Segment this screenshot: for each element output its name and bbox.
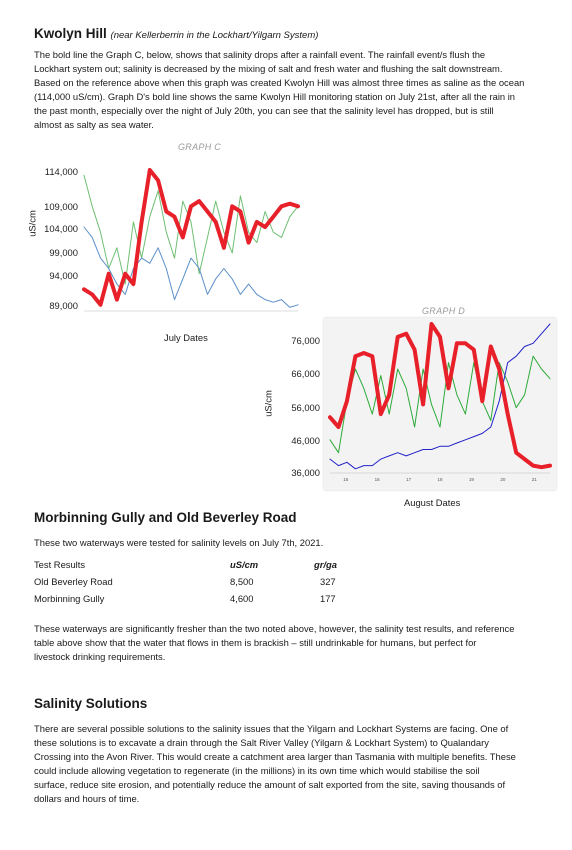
table-cell: 327 (320, 576, 336, 587)
y-tick-label: 46,000 (291, 435, 320, 446)
y-tick-label: 36,000 (291, 467, 320, 478)
graph-c-svg (82, 162, 302, 322)
x-tick-label: 20 (500, 477, 506, 482)
paragraph-line: Crossing into the Avon River. This would create a catchment area larger than Tasmania with multiple benefits. These (34, 751, 516, 762)
series-line (330, 356, 550, 453)
paragraph-line: (114,000 uS/cm). Graph D's bold line shows the same Kwolyn Hill monitoring station on July 21st, after all the rain in (34, 91, 516, 102)
paragraph-line: surface, reduce site erosion, and potentially reduce the amount of salt exported from the site, saving thousands of (34, 779, 506, 790)
table-header-row (34, 556, 374, 573)
graph-c-plot (82, 162, 302, 322)
paragraph-line: table above show that the water that flows in them is brackish – still undrinkable for humans, but perfect for (34, 637, 477, 648)
table-cell: Old Beverley Road (34, 576, 113, 587)
table-row (34, 573, 374, 590)
x-tick-label: 19 (468, 477, 474, 482)
graph-d-y-ticks (268, 335, 320, 485)
paragraph-line: could include allowing vegetation to regenerate (in the millions) in its own time which would stabilise the soil (34, 765, 480, 776)
y-tick-label: 89,000 (49, 300, 78, 311)
y-tick-label: 104,000 (44, 223, 78, 234)
series-line (84, 175, 298, 284)
y-tick-label: 66,000 (291, 368, 320, 379)
table-cell: Morbinning Gully (34, 593, 105, 604)
paragraph-line: dollars and hours of time. (34, 793, 140, 804)
graph-d-svg (324, 318, 556, 490)
y-tick-label: 56,000 (291, 402, 320, 413)
paragraph-line: these solutions is to excavate a drain through the Salt River Valley (Yilgarn & Lockhart System) to Qualandary (34, 737, 489, 748)
x-tick-label: 17 (406, 477, 412, 482)
graph-d-title: GRAPH D (422, 306, 466, 316)
test-results-table (34, 556, 374, 607)
table-row (34, 590, 374, 607)
salinity-solutions-heading: Salinity Solutions (34, 696, 148, 711)
y-tick-label: 76,000 (291, 335, 320, 346)
kwolyn-hill-heading (34, 26, 318, 41)
bold-series-line (330, 324, 550, 467)
table-header-cell: gr/ga (314, 559, 337, 570)
table-cell: 8,500 (230, 576, 254, 587)
graph-c-xlabel: July Dates (164, 332, 208, 343)
y-tick-label: 99,000 (49, 247, 78, 258)
bold-series-line (84, 170, 298, 305)
graph-c-title: GRAPH C (178, 142, 222, 152)
x-tick-label: 21 (531, 477, 537, 482)
paragraph-line: the past month, especially over the night of July 20th, you can see that the salinity level has dropped, but is still (34, 105, 494, 116)
morbinning-heading: Morbinning Gully and Old Beverley Road (34, 510, 297, 525)
y-tick-label: 114,000 (44, 166, 78, 177)
paragraph-line: almost as salty as sea water. (34, 119, 154, 130)
paragraph-line: The bold line the Graph C, below, shows that salinity drops after a rainfall event. The rainfall event/s flush the (34, 49, 486, 60)
x-tick-label: 18 (437, 477, 443, 482)
table-header-cell: uS/cm (230, 559, 259, 570)
paragraph-line: There are several possible solutions to the salinity issues that the Yilgarn and Lockhart Systems are facing. One of (34, 723, 509, 734)
graph-c-ylabel: uS/cm (26, 210, 38, 237)
morbinning-paragraph (34, 622, 544, 664)
paragraph-line: These waterways are significantly fresher than the two noted above, however, the salinity test results, and reference (34, 623, 515, 634)
morbinning-intro: These two waterways were tested for salinity levels on July 7th, 2021. (34, 537, 324, 548)
salinity-solutions-paragraph (34, 722, 544, 806)
paragraph-line: Based on the reference above when this graph was created Kwolyn Hill was almost three times as saline as the ocean (34, 77, 525, 88)
graph-d-plot (324, 318, 556, 490)
kwolyn-hill-title: Kwolyn Hill (34, 26, 107, 41)
x-tick-label: 15 (343, 477, 349, 482)
x-tick-label: 16 (374, 477, 380, 482)
y-tick-label: 109,000 (44, 201, 78, 212)
kwolyn-hill-subtitle: (near Kellerberrin in the Lockhart/Yilgarn System) (110, 30, 319, 41)
graph-d-xlabel: August Dates (404, 497, 461, 508)
kwolyn-hill-paragraph (34, 48, 544, 132)
y-tick-label: 94,000 (49, 270, 78, 281)
graph-c-y-ticks (26, 166, 78, 316)
table-cell: 177 (320, 593, 336, 604)
paragraph-line: livestock drinking requirements. (34, 651, 166, 662)
table-cell: 4,600 (230, 593, 254, 604)
paragraph-line: Lockhart system out; salinity is decreased by the mixing of salt and fresh water and flushing the salt downstream. (34, 63, 503, 74)
graph-d-ylabel: uS/cm (262, 390, 274, 417)
table-header-cell: Test Results (34, 559, 86, 570)
